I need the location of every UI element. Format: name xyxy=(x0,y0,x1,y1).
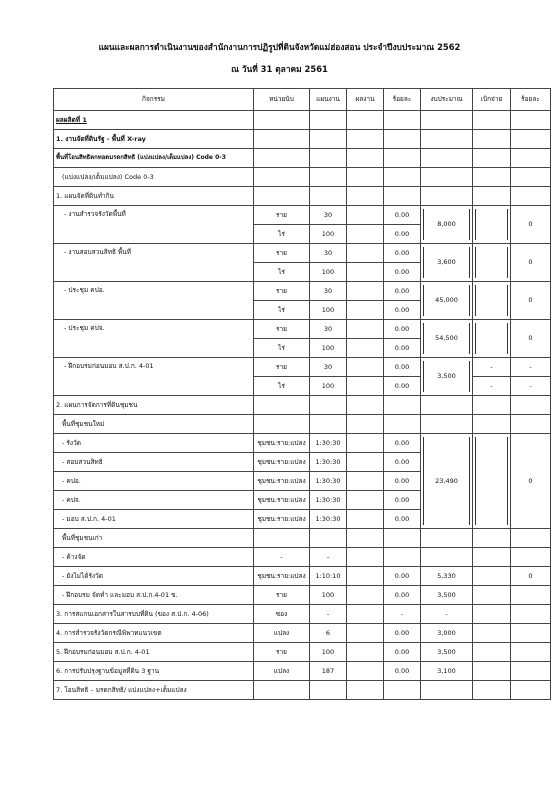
table-row xyxy=(54,111,551,130)
percent-cell: 0.00 xyxy=(384,643,421,662)
unit-cell: ราย xyxy=(254,358,310,377)
plan-table xyxy=(53,88,551,700)
header-result: ผลงาน xyxy=(347,89,384,111)
activity-name: - ฝึกอบรม จัดทำ และมอบ ส.ป.ก.4-01 ข. xyxy=(54,586,254,605)
disbursed-percent-cell: - xyxy=(511,377,551,396)
percent-cell: 0.00 xyxy=(384,320,421,339)
plan-cell: 6 xyxy=(310,624,347,643)
activity-name: - คปจ. xyxy=(54,491,254,510)
percent-cell: 0.00 xyxy=(384,339,421,358)
table-row xyxy=(54,681,551,700)
activity-name: - คปอ. xyxy=(54,472,254,491)
budget-cell: 3,500 xyxy=(421,586,473,605)
activity-name: - งานสอบสวนสิทธิ พื้นที่ xyxy=(54,244,254,282)
budget-cell: 3,600 xyxy=(421,244,473,282)
percent-cell: 0.00 xyxy=(384,491,421,510)
unit-cell: ราย xyxy=(254,320,310,339)
plan-cell: 187 xyxy=(310,662,347,681)
activity-name: - ประชุม คปจ. xyxy=(54,320,254,358)
header-disbursed: เบิกจ่าย xyxy=(473,89,511,111)
header-budget: งบประมาณ xyxy=(421,89,473,111)
unit-cell: ราย xyxy=(254,282,310,301)
plan-cell: 100 xyxy=(310,586,347,605)
budget-cell: 23,490 xyxy=(421,434,473,529)
area-subsection: พื้นที่ชุมชนเก่า xyxy=(54,529,254,548)
percent-cell: - xyxy=(384,605,421,624)
table-row xyxy=(54,358,551,377)
section-title: 1. งานจัดที่ดินรัฐ - พื้นที่ X-ray xyxy=(54,130,254,149)
table-row xyxy=(54,662,551,681)
activity-name: - ยังไม่ได้รังวัด xyxy=(54,567,254,586)
unit-cell: ชุมชน:ราย:แปลง xyxy=(254,567,310,586)
budget-cell: 54,500 xyxy=(421,320,473,358)
plan-cell: - xyxy=(310,548,347,567)
output-label: ผลผลิตที่ 1 xyxy=(54,111,254,130)
budget-cell: 3,500 xyxy=(421,358,473,396)
percent-cell: 0.00 xyxy=(384,263,421,282)
header-percent: ร้อยละ xyxy=(384,89,421,111)
activity-name: 4. การสำรวจรังวัดกรณีพิพาทแนวเขต xyxy=(54,624,254,643)
plan-cell: 1:10:10 xyxy=(310,567,347,586)
percent-cell: 0.00 xyxy=(384,567,421,586)
plan-cell: 30 xyxy=(310,320,347,339)
disbursed-cell: - xyxy=(473,358,511,377)
table-row xyxy=(54,282,551,301)
unit-cell: ราย xyxy=(254,643,310,662)
table-row xyxy=(54,396,551,415)
table-row xyxy=(54,168,551,187)
table-row xyxy=(54,567,551,586)
activity-name: 6. การปรับปรุงฐานข้อมูลที่ดิน 3 ฐาน xyxy=(54,662,254,681)
percent-cell: 0.00 xyxy=(384,510,421,529)
activity-name: 5. ฝึกอบรมก่อนมอบ ส.ป.ก. 4-01 xyxy=(54,643,254,662)
percent-cell: 0.00 xyxy=(384,586,421,605)
plan-cell: - xyxy=(310,605,347,624)
plan-section: 1. แผนจัดที่ดินทำกิน xyxy=(54,187,254,206)
table-row xyxy=(54,187,551,206)
unit-cell: ชุมชน:ราย:แปลง xyxy=(254,434,310,453)
plan-cell: 1:30:30 xyxy=(310,434,347,453)
percent-cell: 0.00 xyxy=(384,206,421,225)
unit-cell: แปลง xyxy=(254,624,310,643)
header-row xyxy=(54,89,551,111)
header-plan: แผนงาน xyxy=(310,89,347,111)
plan-cell: 30 xyxy=(310,358,347,377)
budget-cell: 3,100 xyxy=(421,662,473,681)
table-row xyxy=(54,624,551,643)
header-disbursed-percent: ร้อยละ xyxy=(511,89,551,111)
plan-section: 2. แผนการจัดการที่ดินชุมชน xyxy=(54,396,254,415)
activity-name: - งานสำรวจรังวัดพื้นที่ xyxy=(54,206,254,244)
table-row xyxy=(54,586,551,605)
unit-cell: ราย xyxy=(254,206,310,225)
plan-cell: 100 xyxy=(310,263,347,282)
unit-cell: แปลง xyxy=(254,662,310,681)
budget-cell: 45,000 xyxy=(421,282,473,320)
disbursed-percent-cell: 0 xyxy=(511,244,551,282)
plan-cell: 1:30:30 xyxy=(310,510,347,529)
percent-cell: 0.00 xyxy=(384,624,421,643)
percent-cell: 0.00 xyxy=(384,472,421,491)
activity-name: - มอบ ส.ป.ก. 4-01 xyxy=(54,510,254,529)
header-unit: หน่วยนับ xyxy=(254,89,310,111)
unit-cell: ชุมชน:ราย:แปลง xyxy=(254,491,310,510)
section-subtitle: พื้นที่โอนสิทธิตกทอดมรดกสิทธิ (แบ่งแปลง/เต็มแปลง) Code 0-3 xyxy=(54,149,254,168)
activity-name: - ค้างจัด xyxy=(54,548,254,567)
budget-cell: 8,000 xyxy=(421,206,473,244)
budget-cell: 3,000 xyxy=(421,624,473,643)
unit-cell: ไร่ xyxy=(254,301,310,320)
unit-cell: ชุมชน:ราย:แปลง xyxy=(254,453,310,472)
disbursed-percent-cell: 0 xyxy=(511,567,551,586)
percent-cell: 0.00 xyxy=(384,282,421,301)
percent-cell: 0.00 xyxy=(384,453,421,472)
percent-cell: 0.00 xyxy=(384,244,421,263)
unit-cell: ราย xyxy=(254,244,310,263)
budget-cell: 3,500 xyxy=(421,643,473,662)
budget-cell: - xyxy=(421,605,473,624)
table-row xyxy=(54,206,551,225)
table-row xyxy=(54,643,551,662)
table-row xyxy=(54,415,551,434)
plan-cell: 1:30:30 xyxy=(310,472,347,491)
plan-cell: 100 xyxy=(310,301,347,320)
unit-cell: ไร่ xyxy=(254,377,310,396)
table-row xyxy=(54,548,551,567)
plan-cell: 100 xyxy=(310,377,347,396)
table-row xyxy=(54,320,551,339)
area-subsection: พื้นที่ชุมชนใหม่ xyxy=(54,415,254,434)
disbursed-percent-cell: 0 xyxy=(511,282,551,320)
plan-cell: 30 xyxy=(310,206,347,225)
plan-cell: 100 xyxy=(310,339,347,358)
table-row xyxy=(54,130,551,149)
percent-cell: 0.00 xyxy=(384,225,421,244)
percent-cell: 0.00 xyxy=(384,662,421,681)
unit-cell: ไร่ xyxy=(254,225,310,244)
plan-cell: 30 xyxy=(310,282,347,301)
document-title: แผนและผลการดำเนินงานของสำนักงานการปฏิรูปที่ดินจังหวัดแม่ฮ่องสอน ประจำปีงบประมาณ 2562 xyxy=(98,42,461,52)
document-date: ณ วันที่ 31 ตุลาคม 2561 xyxy=(231,64,328,74)
activity-name: - สอบสวนสิทธิ xyxy=(54,453,254,472)
header-activity: กิจกรรม xyxy=(54,89,254,111)
disbursed-percent-cell: 0 xyxy=(511,320,551,358)
disbursed-percent-cell: 0 xyxy=(511,434,551,529)
percent-cell: 0.00 xyxy=(384,358,421,377)
percent-cell: 0.00 xyxy=(384,377,421,396)
unit-cell: ชุมชน:ราย:แปลง xyxy=(254,510,310,529)
activity-name: - รังวัด xyxy=(54,434,254,453)
unit-cell: ไร่ xyxy=(254,263,310,282)
disbursed-percent-cell: - xyxy=(511,358,551,377)
unit-cell: ไร่ xyxy=(254,339,310,358)
plan-cell: 1:30:30 xyxy=(310,491,347,510)
percent-cell: 0.00 xyxy=(384,301,421,320)
percent-cell: 0.00 xyxy=(384,434,421,453)
table-row xyxy=(54,244,551,263)
budget-cell: 5,330 xyxy=(421,567,473,586)
unit-cell: - xyxy=(254,548,310,567)
unit-cell: ชุมชน:ราย:แปลง xyxy=(254,472,310,491)
plan-cell: 30 xyxy=(310,244,347,263)
disbursed-cell: - xyxy=(473,377,511,396)
disbursed-percent-cell: 0 xyxy=(511,206,551,244)
unit-cell: ราย xyxy=(254,586,310,605)
table-row xyxy=(54,605,551,624)
table-row xyxy=(54,149,551,168)
activity-name: - ประชุม คปอ. xyxy=(54,282,254,320)
plan-cell: 100 xyxy=(310,643,347,662)
activity-name: 3. การสแกนเอกสารในสารบบที่ดิน (ของ ส.ป.ก. 4-06) xyxy=(54,605,254,624)
table-row xyxy=(54,529,551,548)
code-label: (แบ่งแปลง/เต็มแปลง) Code 0-3 xyxy=(54,168,254,187)
plan-cell: 1:30:30 xyxy=(310,453,347,472)
activity-name: 7. โอนสิทธิ – มรดกสิทธิ/ แบ่งแปลง+เต็มแปลง xyxy=(54,681,254,700)
unit-cell: ซอง xyxy=(254,605,310,624)
activity-name: - ฝึกอบรมก่อนมอบ ส.ป.ก. 4-01 xyxy=(54,358,254,396)
table-row xyxy=(54,434,551,453)
plan-cell: 100 xyxy=(310,225,347,244)
